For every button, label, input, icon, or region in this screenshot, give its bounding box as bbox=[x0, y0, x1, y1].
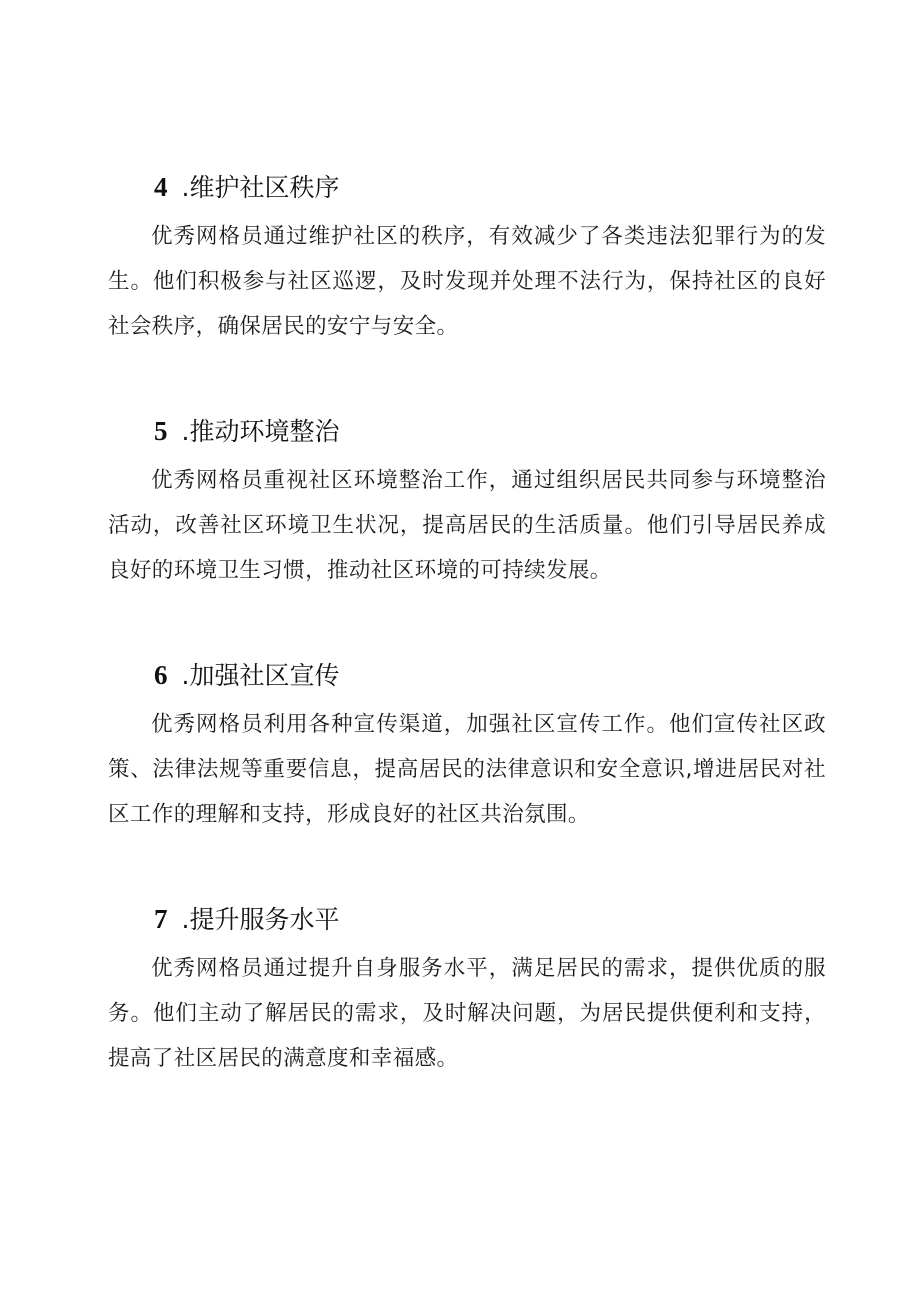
section-title: .提升服务水平 bbox=[181, 905, 340, 934]
section-title: .推动环境整治 bbox=[181, 417, 340, 446]
section-heading bbox=[108, 168, 826, 206]
section-title: .加强社区宣传 bbox=[181, 661, 340, 690]
section-title: .维护社区秩序 bbox=[181, 173, 340, 202]
section-paragraph: 优秀网格员重视社区环境整治工作，通过组织居民共同参与环境整治活动，改善社区环境卫生状况，提高居民的生活质量。他们引导居民养成良好的环境卫生习惯，推动社区环境的可持续发展。 bbox=[108, 468, 826, 583]
section-number: 6 bbox=[154, 660, 168, 690]
section-number: 5 bbox=[154, 416, 168, 446]
section-paragraph: 优秀网格员通过提升自身服务水平，满足居民的需求，提供优质的服务。他们主动了解居民的需求，及时解决问题，为居民提供便利和支持，提高了社区居民的满意度和幸福感。 bbox=[108, 956, 826, 1071]
section-number: 7 bbox=[154, 904, 168, 934]
section-heading bbox=[108, 412, 826, 450]
section-number: 4 bbox=[154, 172, 168, 202]
section-6 bbox=[108, 656, 826, 837]
section-4 bbox=[108, 168, 826, 349]
section-7 bbox=[108, 900, 826, 1081]
section-heading bbox=[108, 900, 826, 938]
section-5 bbox=[108, 412, 826, 593]
section-paragraph: 优秀网格员通过维护社区的秩序，有效减少了各类违法犯罪行为的发生。他们积极参与社区巡逻，及时发现并处理不法行为，保持社区的良好社会秩序，确保居民的安宁与安全。 bbox=[108, 224, 826, 339]
section-paragraph: 优秀网格员利用各种宣传渠道，加强社区宣传工作。他们宣传社区政策、法律法规等重要信息，提高居民的法律意识和安全意识,增进居民对社区工作的理解和支持，形成良好的社区共治氛围。 bbox=[108, 712, 826, 827]
section-heading bbox=[108, 656, 826, 694]
